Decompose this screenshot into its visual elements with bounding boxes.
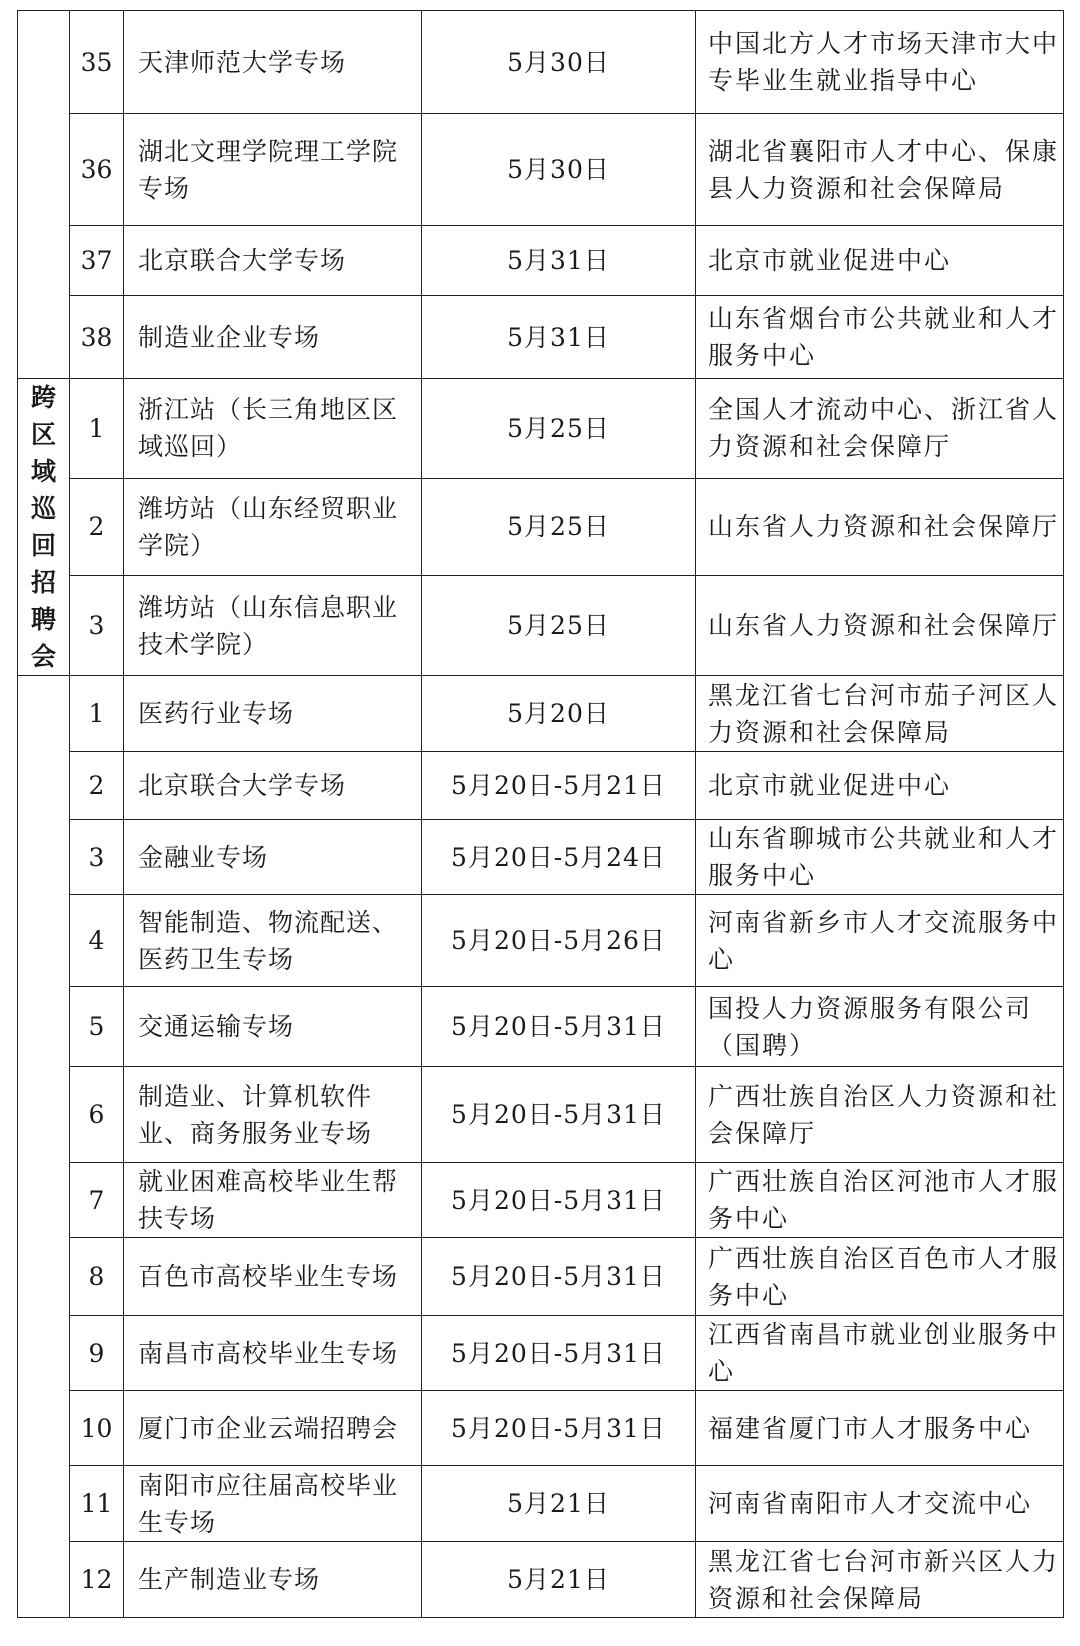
event-name: 厦门市企业云端招聘会 xyxy=(124,1391,422,1466)
event-date: 5月30日 xyxy=(422,11,696,114)
table-row xyxy=(18,820,1064,895)
table-row xyxy=(18,1163,1064,1238)
event-date: 5月20日-5月26日 xyxy=(422,895,696,987)
event-date: 5月21日 xyxy=(422,1466,696,1542)
event-name: 就业困难高校毕业生帮扶专场 xyxy=(124,1163,422,1238)
organizer: 广西壮族自治区百色市人才服务中心 xyxy=(696,1238,1064,1316)
row-number: 6 xyxy=(70,1067,124,1163)
organizer: 广西壮族自治区人力资源和社会保障厅 xyxy=(696,1067,1064,1163)
event-name: 智能制造、物流配送、医药卫生专场 xyxy=(124,895,422,987)
organizer: 北京市就业促进中心 xyxy=(696,226,1064,296)
event-name: 交通运输专场 xyxy=(124,987,422,1067)
row-number: 38 xyxy=(70,296,124,379)
row-number: 8 xyxy=(70,1238,124,1316)
row-number: 12 xyxy=(70,1542,124,1618)
organizer: 湖北省襄阳市人才中心、保康县人力资源和社会保障局 xyxy=(696,114,1064,226)
organizer: 黑龙江省七台河市茄子河区人力资源和社会保障局 xyxy=(696,676,1064,752)
organizer: 全国人才流动中心、浙江省人力资源和社会保障厅 xyxy=(696,379,1064,479)
row-number: 36 xyxy=(70,114,124,226)
event-name: 湖北文理学院理工学院专场 xyxy=(124,114,422,226)
event-date: 5月20日-5月31日 xyxy=(422,1316,696,1391)
category-cell xyxy=(18,676,70,1618)
event-name: 潍坊站（山东信息职业技术学院） xyxy=(124,576,422,676)
event-date: 5月20日-5月31日 xyxy=(422,1391,696,1466)
row-number: 2 xyxy=(70,478,124,576)
event-date: 5月25日 xyxy=(422,478,696,576)
row-number: 4 xyxy=(70,895,124,987)
table-row xyxy=(18,114,1064,226)
organizer: 国投人力资源服务有限公司（国聘） xyxy=(696,987,1064,1067)
organizer: 江西省南昌市就业创业服务中心 xyxy=(696,1316,1064,1391)
organizer: 福建省厦门市人才服务中心 xyxy=(696,1391,1064,1466)
table-row xyxy=(18,1316,1064,1391)
table-row xyxy=(18,752,1064,820)
table-row xyxy=(18,1391,1064,1466)
event-name: 南阳市应往届高校毕业生专场 xyxy=(124,1466,422,1542)
event-date: 5月20日-5月31日 xyxy=(422,1238,696,1316)
event-name: 医药行业专场 xyxy=(124,676,422,752)
row-number: 9 xyxy=(70,1316,124,1391)
event-name: 天津师范大学专场 xyxy=(124,11,422,114)
organizer: 河南省新乡市人才交流服务中心 xyxy=(696,895,1064,987)
organizer: 山东省人力资源和社会保障厅 xyxy=(696,576,1064,676)
event-date: 5月20日-5月31日 xyxy=(422,1163,696,1238)
row-number: 10 xyxy=(70,1391,124,1466)
event-date: 5月31日 xyxy=(422,296,696,379)
event-date: 5月20日-5月24日 xyxy=(422,820,696,895)
organizer: 河南省南阳市人才交流中心 xyxy=(696,1466,1064,1542)
event-name: 百色市高校毕业生专场 xyxy=(124,1238,422,1316)
organizer: 山东省烟台市公共就业和人才服务中心 xyxy=(696,296,1064,379)
table-row xyxy=(18,576,1064,676)
table-row xyxy=(18,478,1064,576)
event-date: 5月30日 xyxy=(422,114,696,226)
table-row xyxy=(18,296,1064,379)
table-body xyxy=(18,11,1064,1618)
event-date: 5月25日 xyxy=(422,576,696,676)
job-fair-table xyxy=(17,10,1064,1618)
row-number: 1 xyxy=(70,379,124,479)
event-name: 南昌市高校毕业生专场 xyxy=(124,1316,422,1391)
table-row xyxy=(18,1542,1064,1618)
organizer: 山东省聊城市公共就业和人才服务中心 xyxy=(696,820,1064,895)
event-date: 5月20日-5月21日 xyxy=(422,752,696,820)
organizer: 北京市就业促进中心 xyxy=(696,752,1064,820)
row-number: 11 xyxy=(70,1466,124,1542)
organizer: 山东省人力资源和社会保障厅 xyxy=(696,478,1064,576)
event-name: 浙江站（长三角地区区域巡回） xyxy=(124,379,422,479)
organizer: 黑龙江省七台河市新兴区人力资源和社会保障局 xyxy=(696,1542,1064,1618)
event-name: 北京联合大学专场 xyxy=(124,226,422,296)
table-row xyxy=(18,379,1064,479)
row-number: 2 xyxy=(70,752,124,820)
event-date: 5月31日 xyxy=(422,226,696,296)
table-row xyxy=(18,1238,1064,1316)
table-row xyxy=(18,676,1064,752)
table-row xyxy=(18,11,1064,114)
event-name: 制造业企业专场 xyxy=(124,296,422,379)
event-name: 北京联合大学专场 xyxy=(124,752,422,820)
row-number: 3 xyxy=(70,820,124,895)
organizer: 中国北方人才市场天津市大中专毕业生就业指导中心 xyxy=(696,11,1064,114)
event-name: 生产制造业专场 xyxy=(124,1542,422,1618)
row-number: 3 xyxy=(70,576,124,676)
category-cell xyxy=(18,379,70,676)
table-row xyxy=(18,895,1064,987)
event-name: 潍坊站（山东经贸职业学院） xyxy=(124,478,422,576)
table-row xyxy=(18,226,1064,296)
category-cell xyxy=(18,11,70,379)
event-date: 5月25日 xyxy=(422,379,696,479)
row-number: 5 xyxy=(70,987,124,1067)
row-number: 7 xyxy=(70,1163,124,1238)
table-row xyxy=(18,987,1064,1067)
table-row xyxy=(18,1067,1064,1163)
event-name: 金融业专场 xyxy=(124,820,422,895)
event-date: 5月20日-5月31日 xyxy=(422,1067,696,1163)
category-label: 跨区域巡回招聘会 xyxy=(30,383,56,671)
organizer: 广西壮族自治区河池市人才服务中心 xyxy=(696,1163,1064,1238)
row-number: 35 xyxy=(70,11,124,114)
row-number: 1 xyxy=(70,676,124,752)
row-number: 37 xyxy=(70,226,124,296)
event-date: 5月20日-5月31日 xyxy=(422,987,696,1067)
event-name: 制造业、计算机软件业、商务服务业专场 xyxy=(124,1067,422,1163)
event-date: 5月20日 xyxy=(422,676,696,752)
table-row xyxy=(18,1466,1064,1542)
event-date: 5月21日 xyxy=(422,1542,696,1618)
